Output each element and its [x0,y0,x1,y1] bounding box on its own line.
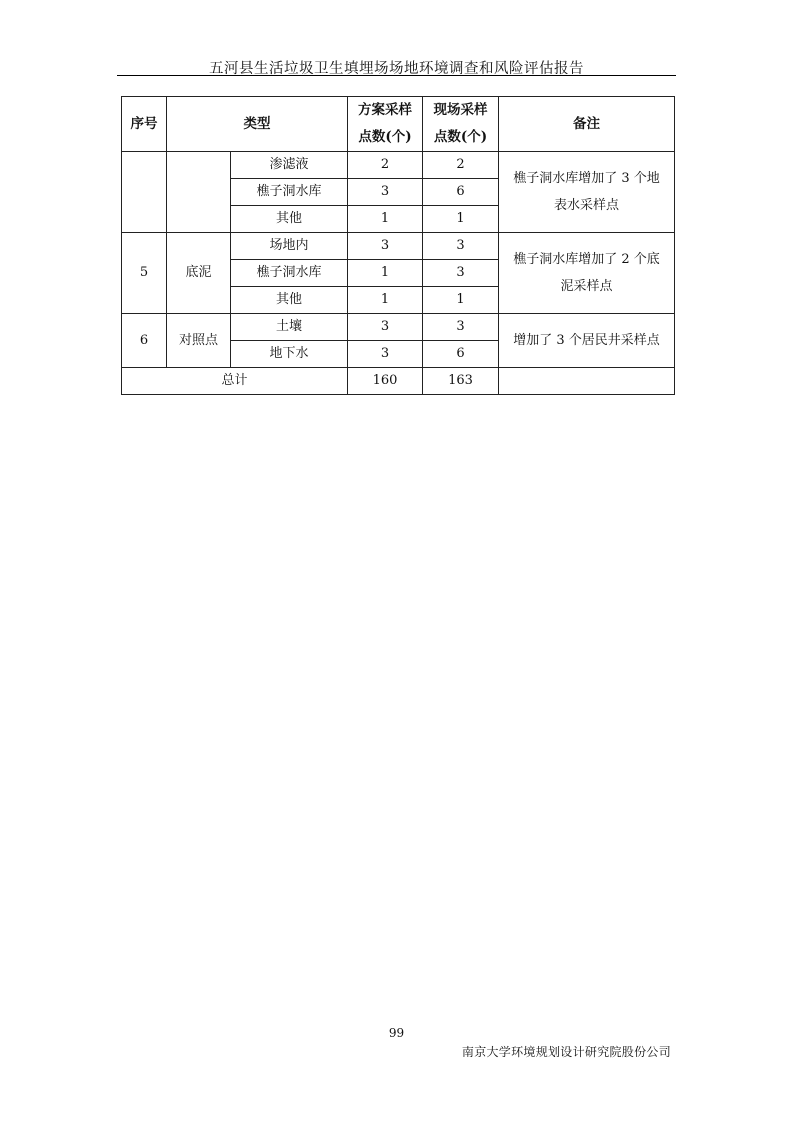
table-row [122,152,675,179]
sampling-points-table [121,96,675,395]
cell-total-remark [499,368,675,395]
cell-total-label: 总计 [122,368,348,395]
cell-planned: 3 [348,341,423,368]
table-row [122,233,675,260]
cell-actual: 2 [423,152,499,179]
cell-planned: 2 [348,152,423,179]
cell-remark [499,233,675,314]
header-type: 类型 [167,97,348,152]
cell-actual: 3 [423,314,499,341]
cell-subtype: 场地内 [231,233,348,260]
cell-category: 对照点 [167,314,231,368]
cell-planned: 1 [348,206,423,233]
header-planned-line2: 点数(个) [358,129,412,145]
cell-planned: 1 [348,287,423,314]
cell-seq [122,152,167,233]
table-total-row [122,368,675,395]
remark-line1: 增加了 3 个居民井采样点 [513,333,660,348]
cell-subtype: 樵子洞水库 [231,260,348,287]
remark-line2: 泥采样点 [560,279,613,294]
cell-planned: 1 [348,260,423,287]
cell-planned: 3 [348,179,423,206]
header-planned [348,97,423,152]
table-row [122,314,675,341]
header-actual-line2: 点数(个) [433,129,488,145]
header-remark: 备注 [499,97,675,152]
header-divider [117,75,676,76]
document-header-title: 五河县生活垃圾卫生填埋场场地环境调查和风险评估报告 [209,61,584,77]
cell-subtype: 渗滤液 [231,152,348,179]
header-planned-line1: 方案采样 [358,102,412,118]
page-number: 99 [388,1026,405,1040]
cell-subtype: 地下水 [231,341,348,368]
cell-seq: 6 [122,314,167,368]
cell-actual: 6 [423,341,499,368]
header-actual [423,97,499,152]
header-seq: 序号 [122,97,167,152]
cell-planned: 3 [348,314,423,341]
cell-subtype: 土壤 [231,314,348,341]
cell-actual: 3 [423,260,499,287]
cell-subtype: 其他 [231,206,348,233]
table-header-row [122,97,675,152]
cell-actual: 6 [423,179,499,206]
cell-subtype: 其他 [231,287,348,314]
cell-actual: 1 [423,287,499,314]
cell-total-actual: 163 [423,368,499,395]
remark-line1: 樵子洞水库增加了 2 个底 [513,252,660,267]
cell-seq: 5 [122,233,167,314]
cell-remark [499,314,675,368]
cell-subtype: 樵子洞水库 [231,179,348,206]
cell-actual: 3 [423,233,499,260]
cell-category: 底泥 [167,233,231,314]
cell-total-planned: 160 [348,368,423,395]
header-actual-line1: 现场采样 [433,102,488,118]
cell-actual: 1 [423,206,499,233]
cell-remark [499,152,675,233]
remark-line1: 樵子洞水库增加了 3 个地 [513,171,660,186]
cell-category [167,152,231,233]
cell-planned: 3 [348,233,423,260]
remark-line2: 表水采样点 [553,198,619,213]
footer-organization: 南京大学环境规划设计研究院股份公司 [461,1045,671,1059]
